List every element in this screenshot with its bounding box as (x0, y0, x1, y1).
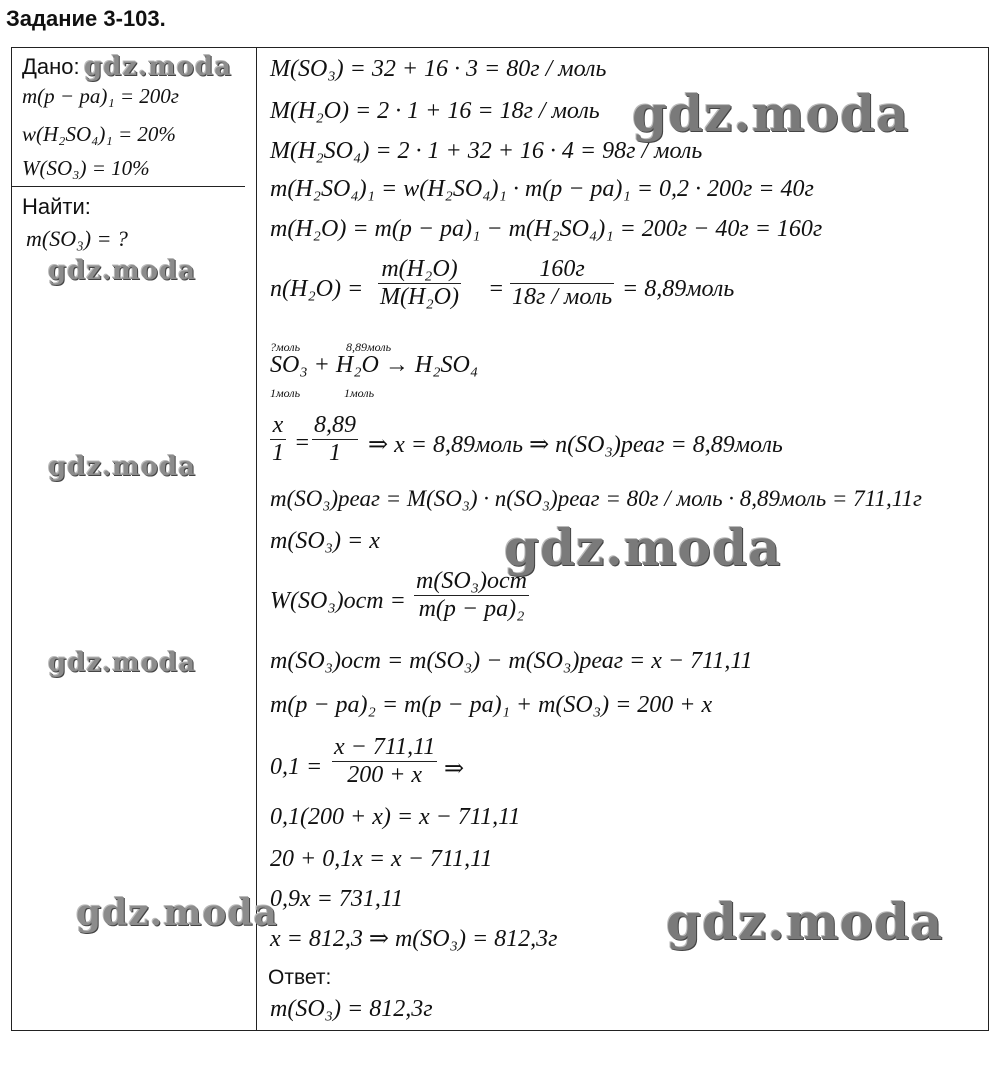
solution-line-13: m(p − pa)₂ = m(p − pa)₁ + m(SO₃) = 200 + x (270, 692, 713, 718)
find-value: m(SO₃) = ? (26, 226, 128, 251)
moles-water-fraction-1: $\frac{\text{m(H₂O)}}{\text{M(H₂O)}}$ (380, 256, 459, 310)
solution-line-4: m(H₂SO₄)₁ = w(H₂SO₄)₁ · m(p − pa)₁ = 0,2 · 200г = 40г (270, 176, 814, 202)
watermark: gdz.moda (48, 256, 197, 286)
given-line-2: w(H₂SO₄)₁ = 20% (22, 122, 176, 146)
watermark: gdz.moda (48, 452, 197, 482)
solution-line-16: 20 + 0,1x = x − 711,11 (270, 846, 493, 872)
mass-fraction-lhs: W(SO₃)ост = (270, 588, 406, 614)
equation-lhs: 0,1 = (270, 754, 323, 780)
given-label: Дано: (22, 54, 80, 79)
find-label: Найти: (22, 194, 91, 219)
row-divider (12, 186, 245, 187)
watermark: gdz.moda (666, 892, 944, 951)
answer-label: Ответ: (268, 966, 332, 989)
solution-line-17: 0,9x = 731,11 (270, 886, 404, 912)
solution-line-5: m(H₂O) = m(p − pa)₁ − m(H₂SO₄)₁ = 200г − 40г = 160г (270, 216, 823, 242)
moles-water-fraction-2: 160г 18г / моль (512, 256, 613, 310)
watermark: gdz.moda (84, 52, 233, 82)
task-title: Задание 3-103. (6, 6, 166, 31)
solution-line-18: x = 812,3 ⇒ m(SO₃) = 812,3г (270, 926, 558, 952)
equation-fraction: $\frac{x - 711,11}{200 + x}$ (334, 734, 436, 788)
reaction-top-label-1: ?моль (270, 340, 301, 354)
proportion-eq: = (294, 430, 311, 456)
solution-line-15: 0,1(200 + x) = x − 711,11 (270, 804, 521, 830)
proportion-rhs: ⇒ x = 8,89моль ⇒ n(SO₃)реаг = 8,89моль (368, 432, 783, 458)
solution-line-12: m(SO₃)ост = m(SO₃) − m(SO₃)реаг = x − 711,11 (270, 648, 753, 674)
solution-line-1: M(SO₃) = 32 + 16 · 3 = 80г / моль (270, 56, 607, 82)
solution-line-2: M(H₂O) = 2 · 1 + 16 = 18г / моль (270, 98, 600, 124)
moles-water-eq: = (488, 276, 505, 302)
solution-line-9: m(SO₃)реаг = M(SO₃) · n(SO₃)реаг = 80г / моль · 8,89моль = 711,11г (270, 486, 922, 511)
solution-table (11, 47, 989, 1031)
reaction-top-label-2: 8,89моль (346, 340, 392, 354)
watermark: gdz.moda (632, 84, 910, 143)
reaction-equation: SO₃ + H₂O → H₂SO₄ (270, 352, 479, 378)
reaction-bottom-label-1: 1моль (270, 386, 301, 400)
moles-water-rhs: = 8,89моль (622, 276, 735, 302)
proportion-fraction-1: $\frac{x}{1}$ (272, 412, 284, 466)
column-divider (256, 48, 257, 1030)
proportion-fraction-2: $\frac{8,89}{1}$ (314, 412, 356, 466)
mass-fraction-fraction: m(SO₃)ост m(p − pa)₂ (416, 568, 527, 622)
answer-value: m(SO₃) = 812,3г (270, 996, 433, 1022)
watermark: gdz.moda (504, 518, 782, 577)
given-line-1: m(p − pa)₁ = 200г (22, 84, 179, 108)
solution-line-3: M(H₂SO₄) = 2 · 1 + 32 + 16 · 4 = 98г / моль (270, 138, 703, 164)
watermark: gdz.moda (48, 648, 197, 678)
moles-water-lhs: n(H₂O) = (270, 276, 364, 302)
reaction-bottom-label-2: 1моль (344, 386, 375, 400)
watermark: gdz.moda (76, 892, 278, 934)
equation-rhs: ⇒ (444, 756, 465, 782)
given-line-3: W(SO₃) = 10% (22, 156, 150, 180)
solution-line-10: m(SO₃) = x (270, 528, 380, 554)
